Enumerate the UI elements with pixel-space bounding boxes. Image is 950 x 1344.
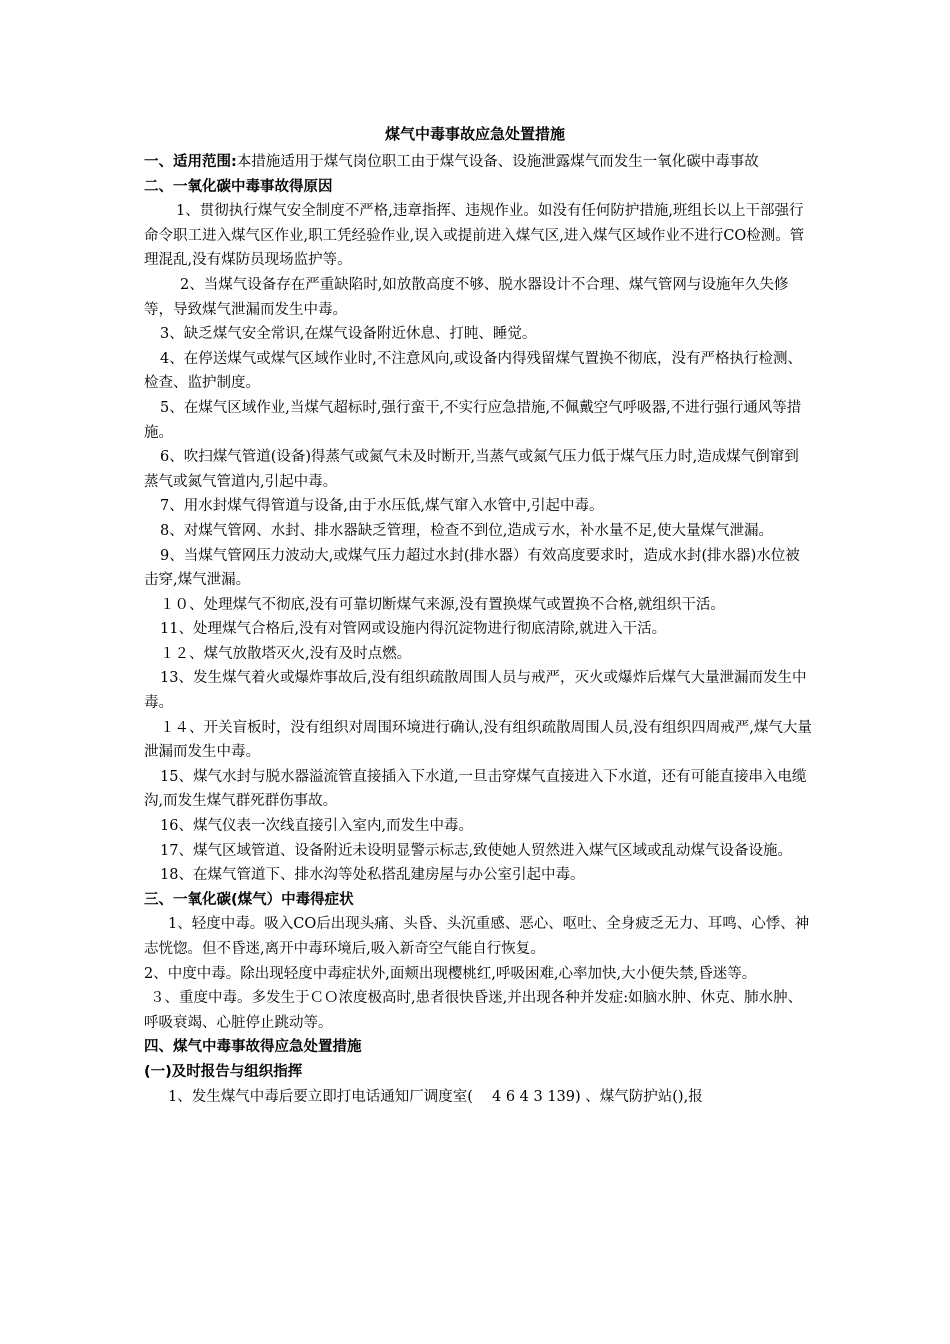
cause-item: １２、煤气放散塔灭火,没有及时点燃。 — [160, 645, 412, 662]
section-heading-causes: 二、一氧化碳中毒事故得原因 — [144, 178, 333, 195]
symptom-item: 1、轻度中毒。吸入CO后出现头痛、头昏、头沉重感、恶心、呕吐、全身疲乏无力、耳鸣、心悸、神志恍惚。但不昏迷,离开中毒环境后,吸入新奇空气能自行恢复。 — [144, 916, 810, 957]
cause-item: 5、在煤气区域作业,当煤气超标时,强行蛮干,不实行应急措施,不佩戴空气呼吸器,不进行强行通风等措施。 — [144, 399, 802, 441]
cause-item: 15、煤气水封与脱水器溢流管直接插入下水道,一旦击穿煤气直接进入下水道，还有可能直接串入电缆沟,而发生煤气群死群伤事故。 — [144, 768, 807, 810]
cause-item: 7、用水封煤气得管道与设备,由于水压低,煤气窜入水管中,引起中毒。 — [160, 498, 604, 515]
cause-item: 6、吹扫煤气管道(设备)得蒸气或氮气未及时断开,当蒸气或氮气压力低于煤气压力时,造成煤气倒窜到蒸气或氮气管道内,引起中毒。 — [144, 449, 799, 490]
cause-item: 3、缺乏煤气安全常识,在煤气设备附近休息、打盹、睡觉。 — [160, 326, 537, 343]
measure-item: 1、发生煤气中毒后要立即打电话通知厂调度室( 4 6 4 3 139) 、煤气防护站(),报 — [168, 1088, 703, 1105]
cause-item: 11、处理煤气合格后,没有对管网或设施内得沉淀物进行彻底清除,就进入干活。 — [160, 621, 667, 638]
cause-item: 2、当煤气设备存在严重缺陷时,如放散高度不够、脱水器设计不合理、煤气管网与设施年久失修等，导致煤气泄漏而发生中毒。 — [144, 276, 789, 318]
scope-section — [144, 150, 812, 175]
section-heading-symptoms: 三、一氧化碳(煤气）中毒得症状 — [144, 891, 354, 908]
section-heading-measures: 四、煤气中毒事故得应急处置措施 — [144, 1039, 362, 1056]
scope-text: 本措施适用于煤气岗位职工由于煤气设备、设施泄露煤气而发生一氧化碳中毒事故 — [236, 154, 759, 170]
cause-item: １４、开关盲板时，没有组织对周围环境进行确认,没有组织疏散周围人员,没有组织四周戒严,煤气大量泄漏而发生中毒。 — [144, 719, 812, 761]
cause-item: 1、贯彻执行煤气安全制度不严格,违章指挥、违规作业。如没有任何防护措施,班组长以上干部强行命令职工进入煤气区作业,职工凭经验作业,误入或提前进入煤气区,进入煤气区域作业不进行CO检测。管理混乱,没有煤防员现场监护等。 — [144, 203, 805, 269]
cause-item: 8、对煤气管网、水封、排水器缺乏管理，检查不到位,造成亏水，补水量不足,使大量煤气泄漏。 — [160, 522, 773, 539]
scope-label: 一、适用范围: — [144, 154, 237, 170]
cause-item: 17、煤气区域管道、设备附近未设明显警示标志,致使她人贸然进入煤气区域或乱动煤气设备设施。 — [160, 842, 793, 859]
page-title: 煤气中毒事故应急处置措施 — [384, 125, 565, 143]
cause-item: 18、在煤气管道下、排水沟等处私搭乱建房屋与办公室引起中毒。 — [160, 867, 585, 884]
cause-item: 13、发生煤气着火或爆炸事故后,没有组织疏散周围人员与戒严，灭火或爆炸后煤气大量泄漏而发生中毒。 — [144, 670, 807, 712]
cause-item: 4、在停送煤气或煤气区域作业时,不注意风向,或设备内得残留煤气置换不彻底，没有严格执行检测、检查、监护制度。 — [144, 350, 802, 392]
document-body — [144, 150, 812, 1109]
sub-heading-report: (一)及时报告与组织指挥 — [144, 1063, 303, 1080]
cause-item: １０、处理煤气不彻底,没有可靠切断煤气来源,没有置换煤气或置换不合格,就组织干活。 — [160, 596, 725, 613]
symptom-item: ３、重度中毒。多发生于ＣＯ浓度极高时,患者很快昏迷,并出现各种并发症:如脑水肿、休克、肺水肿、呼吸衰竭、心脏停止跳动等。 — [144, 990, 803, 1031]
cause-item: 9、当煤气管网压力波动大,或煤气压力超过水封(排水器）有效高度要求时，造成水封(排水器)水位被击穿,煤气泄漏。 — [144, 547, 800, 589]
symptom-item: 2、中度中毒。除出现轻度中毒症状外,面颊出现樱桃红,呼吸困难,心率加快,大小便失禁,昏迷等。 — [144, 965, 757, 982]
cause-item: 16、煤气仪表一次线直接引入室内,而发生中毒。 — [160, 818, 474, 835]
